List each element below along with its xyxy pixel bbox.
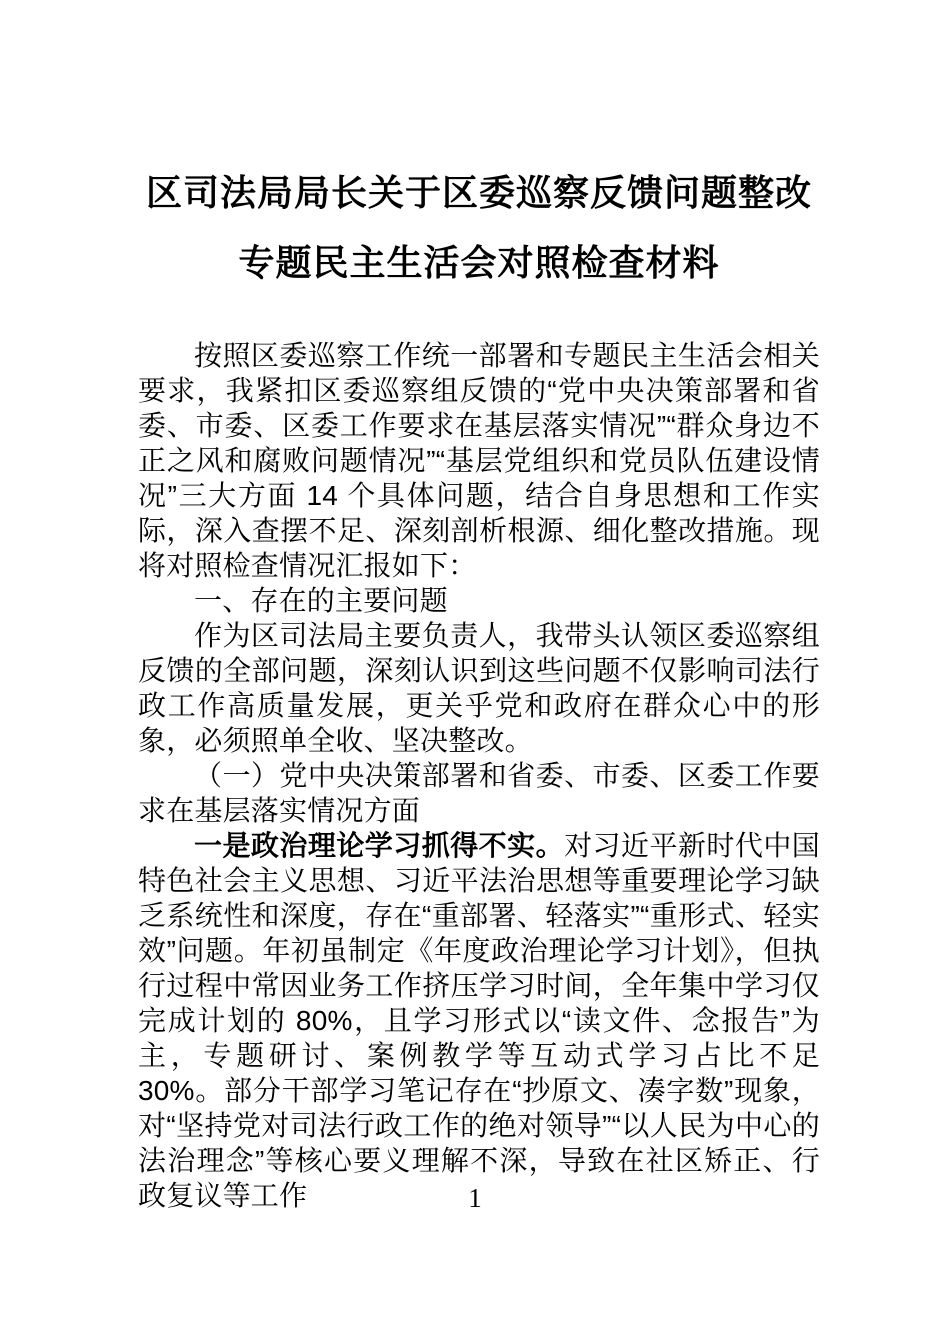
document-title [138, 158, 820, 298]
section-heading-main-problems: 一、存在的主要问题 [194, 585, 448, 616]
paragraph-intro: 按照区委巡察工作统一部署和专题民主生活会相关要求，我紧扣区委巡察组反馈的“党中央决策部署和省委、市委、区委工作要求在基层落实情况”“群众身边不正之风和腐败问题情况”“基层党组织和党员队伍建设情况”三大方面 14 个具体问题，结合自身思想和工作实际，深入查摆不足、深刻剖析根源、细化整改措施。现将对照检查情况汇报如下： [138, 340, 820, 581]
paragraph-theory-study-text: 对习近平新时代中国特色社会主义思想、习近平法治思想等重要理论学习缺乏系统性和深度，存在“重部署、轻落实”“重形式、轻实效”问题。年初虽制定《年度政治理论学习计划》，但执行过程中常因业务工作挤压学习时间，全年集中学习仅完成计划的 80%，且学习形式以“读文件、念报告”为主，专题研讨、案例教学等互动式学习占比不足 30%。部分干部学习笔记存在“抄原文、凑字数”现象，对“坚持党对司法行政工作的绝对领导”“以人民为中心的法治理念”等核心要义理解不深，导致在社区矫正、行政复议等工作 [138, 830, 820, 1211]
paragraph-acknowledgement: 作为区司法局主要负责人，我带头认领区委巡察组反馈的全部问题，深刻认识到这些问题不仅影响司法行政工作高质量发展，更关乎党和政府在群众心中的形象，必须照单全收、坚决整改。 [138, 620, 820, 756]
paragraph-theory-study [138, 828, 820, 1213]
document-body [138, 338, 820, 1213]
document-title-line-1: 区司法局局长关于区委巡察反馈问题整改 [145, 172, 812, 213]
paragraph-theory-study-bold-lead: 一是政治理论学习抓得不实。 [194, 830, 565, 861]
subsection-heading-central-policy: （一）党中央决策部署和省委、市委、区委工作要求在基层落实情况方面 [138, 760, 820, 826]
document-title-line-2: 专题民主生活会对照检查材料 [238, 242, 720, 283]
page-number: 1 [468, 1183, 482, 1213]
